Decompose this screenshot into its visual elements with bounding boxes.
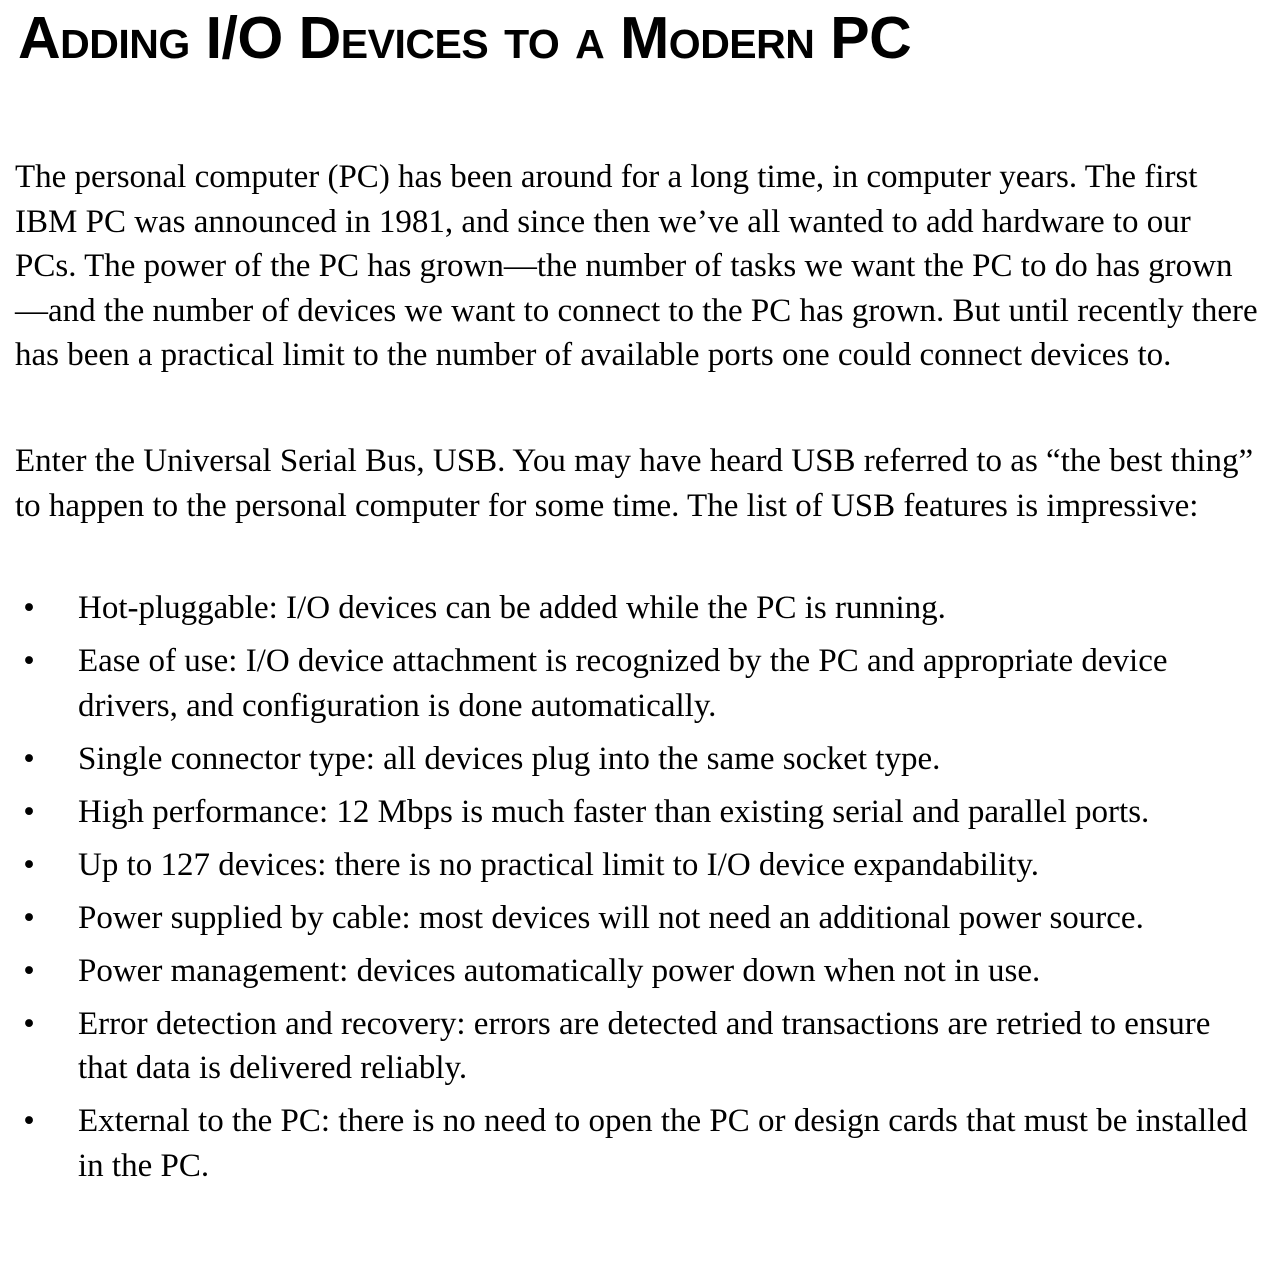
list-item-text: External to the PC: there is no need to open the PC or design cards that must be installed in the PC. <box>78 1103 1248 1184</box>
list-item <box>15 586 1260 631</box>
usb-features-list <box>15 586 1260 1197</box>
list-item-text: Up to 127 devices: there is no practical limit to I/O device expandability. <box>78 846 1039 883</box>
list-item <box>15 949 1260 994</box>
bullet-icon: • <box>23 643 35 679</box>
bullet-icon: • <box>23 1005 35 1042</box>
list-item-text: Hot-pluggable: I/O devices can be added while the PC is running. <box>78 590 946 626</box>
list-item-text: Power management: devices automatically power down when not in use. <box>78 952 1041 989</box>
bullet-icon: • <box>23 740 35 777</box>
bullet-icon: • <box>23 793 35 830</box>
list-item <box>15 790 1260 835</box>
bullet-icon: • <box>23 1103 35 1139</box>
bullet-icon: • <box>23 590 35 626</box>
list-item <box>15 737 1260 782</box>
list-item <box>15 1099 1260 1188</box>
bullet-icon: • <box>23 952 35 989</box>
list-item-text: High performance: 12 Mbps is much faster than existing serial and parallel ports. <box>78 793 1150 830</box>
list-item <box>15 896 1260 941</box>
list-item-text: Error detection and recovery: errors are detected and transactions are retried to ensure that data is delivered reliably. <box>78 1005 1211 1086</box>
list-item <box>15 639 1260 728</box>
page-title: Adding I/O Devices to a Modern PC <box>18 5 912 71</box>
list-item-text: Single connector type: all devices plug into the same socket type. <box>78 740 941 777</box>
list-item-text: Power supplied by cable: most devices will not need an additional power source. <box>78 899 1144 936</box>
intro-paragraph: The personal computer (PC) has been around for a long time, in computer years. The first IBM PC was announced in 1981, and since then we’ve all wanted to add hardware to our PCs. The power of the PC has grown—the number of tasks we want the PC to do has grown—and the number of devices we want to connect to the PC has grown. But until recently there has been a practical limit to the number of available ports one could connect devices to. <box>15 159 1258 373</box>
usb-paragraph: Enter the Universal Serial Bus, USB. You may have heard USB referred to as “the best thing” to happen to the personal computer for some time. The list of USB features is impressive: <box>15 443 1254 524</box>
list-item <box>15 1002 1260 1091</box>
bullet-icon: • <box>23 846 35 883</box>
bullet-icon: • <box>23 899 35 936</box>
list-item <box>15 843 1260 888</box>
list-item-text: Ease of use: I/O device attachment is recognized by the PC and appropriate device drivers, and configuration is done automatically. <box>78 643 1168 724</box>
